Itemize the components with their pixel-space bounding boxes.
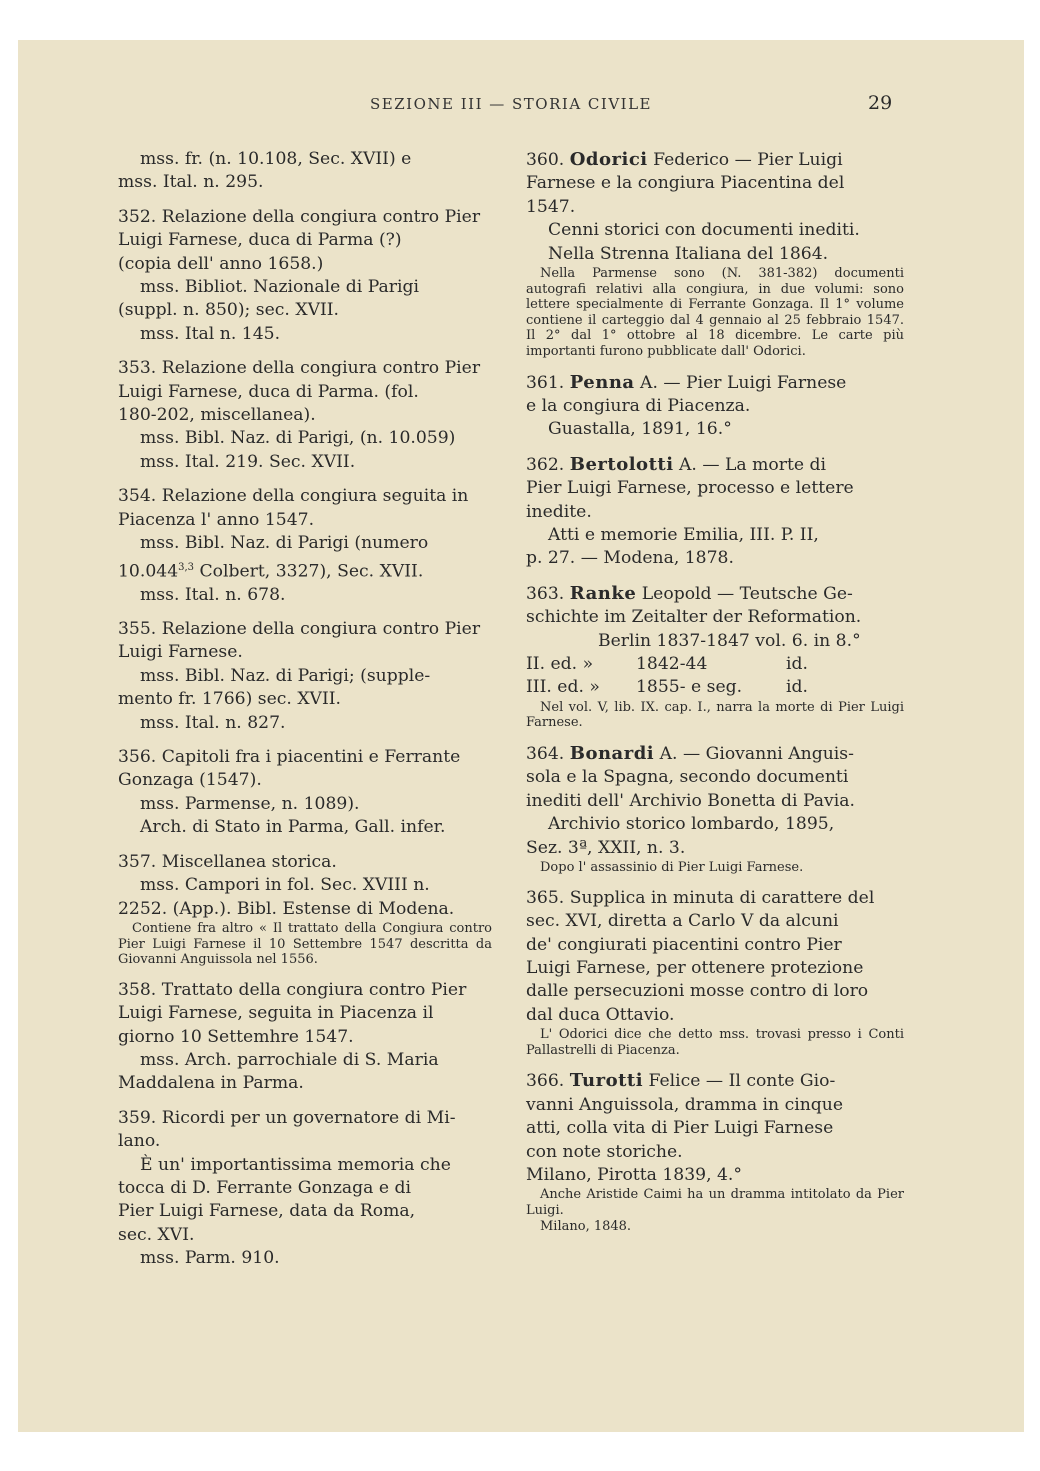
entry-357: 357. Miscellanea storica. mss. Campori in fol. Sec. XVIII n. 2252. (App.). Bibl. Estense di Modena. Contiene fra altro « Il trattato della Congiura contro Pier Luigi Farnese il 10 Settembre 1547 descritta da Giovanni Anguissola nel 1556. [118,851,492,968]
right-column [526,148,904,1245]
entry-continuation: mss. fr. (n. 10.108, Sec. XVII) e mss. Ital. n. 295. [118,149,412,193]
entry-number: 356. [118,747,157,768]
author-name: Ranke [569,582,637,604]
entry-366: 366. Turotti Felice — Il conte Gio- vanni Anguissola, dramma in cinque atti, colla vita di Pier Luigi Farnese con note storiche. Milano, Pirotta 1839, 4.° Anche Aristide Caimi ha un dramma intitolato da Pier Luigi. Milano, 1848. [526,1070,904,1234]
entry-355: 355. Relazione della congiura contro Pier Luigi Farnese. mss. Bibl. Naz. di Parigi; (supple- mento fr. 1766) sec. XVII. mss. Ital. n. 827. [118,619,481,733]
footnote: Contiene fra altro « Il trattato della Congiura contro Pier Luigi Farnese il 10 Settembre 1547 descritta da Giovanni Anguissola nel 1556. [118,920,492,968]
author-name: Penna [569,371,635,393]
entry-359: 359. Ricordi per un governatore di Mi- lano. È un' importantissima memoria che tocca di D. Ferrante Gonzaga e di Pier Luigi Farnese, data da Roma, sec. XVI. mss. Parm. 910. [118,1107,456,1269]
author-name: Bertolotti [569,453,674,475]
entry-365: 365. Supplica in minuta di carattere del sec. XVI, diretta a Carlo V da alcuni de' congiurati piacentini contro Pier Luigi Farnese, per ottenere protezione dalle persecuzioni mosse contro di loro dal duca Ottavio. L' Odorici dice che detto mss. trovasi presso i Conti Pallastrelli di Piacenza. [526,887,904,1058]
author-name: Turotti [569,1070,644,1092]
entry-number: 362. [526,454,565,475]
entry-363: 363. Ranke Leopold — Teutsche Ge- schichte im Zeitalter der Reformation. Berlin 1837-1847 vol. 6. in 8.° II. ed. » 1842-44 id. III. ed. » 1855- e seg. id. Nel vol. V, lib. IX. cap. I., narra la morte di Pier Luigi Farnese. [526,582,904,731]
footnote: Anche Aristide Caimi ha un dramma intitolato da Pier Luigi. [526,1187,904,1218]
footnote: Nel vol. V, lib. IX. cap. I., narra la morte di Pier Luigi Farnese. [526,699,904,731]
edition-row: II. ed. » 1842-44 id. [526,654,808,675]
edition-row: III. ed. » 1855- e seg. id. [526,677,808,698]
page-number: 29 [868,92,893,114]
entry-number: 354. [118,486,157,507]
entry-number: 363. [526,583,565,604]
book-page [18,40,1024,1432]
entry-353: 353. Relazione della congiura contro Pier Luigi Farnese, duca di Parma. (fol. 180-202, miscellanea). mss. Bibl. Naz. di Parigi, (n. 10.059) mss. Ital. 219. Sec. XVII. [118,358,481,472]
entry-360: 360. Odorici Federico — Pier Luigi Farnese e la congiura Piacentina del 1547. Cenni storici con documenti inediti. Nella Strenna Italiana del 1864. Nella Parmense sono (N. 381-382) documenti autografi relativi alla congiura, in due volumi: sono lettere specialmente di Ferrante Gonzaga. Il 1° volume contiene il carteggio dal 4 gennaio al 25 febbraio 1547. Il 2° dal 1° ottobre al 18 dicembre. Le carte più importanti furono pubblicate dall' Odorici. [526,149,904,359]
entry-number: 352. [118,206,157,227]
author-name: Bonardi [569,743,655,765]
entry-364: 364. Bonardi A. — Giovanni Anguis- sola e la Spagna, secondo documenti inediti dell' Archivio Bonetta di Pavia. Archivio storico lombardo, 1895, Sez. 3ª, XXII, n. 3. Dopo l' assassinio di Pier Luigi Farnese. [526,742,904,876]
footnote: L' Odorici dice che detto mss. trovasi presso i Conti Pallastrelli di Piacenza. [526,1027,904,1058]
entry-number: 355. [118,619,157,640]
entry-number: 361. [526,372,565,393]
entry-356: 356. Capitoli fra i piacentini e Ferrante Gonzaga (1547). mss. Parmense, n. 1089). Arch. di Stato in Parma, Gall. infer. [118,747,461,838]
entry-number: 364. [526,744,565,765]
footnote: Dopo l' assassinio di Pier Luigi Farnese. [540,860,804,876]
entry-358: 358. Trattato della congiura contro Pier Luigi Farnese, seguita in Piacenza il giorno 10 Settemhre 1547. mss. Arch. parrochiale di S. Maria Maddalena in Parma. [118,979,467,1094]
entry-number: 359. [118,1107,157,1128]
author-name: Odorici [569,149,648,170]
entry-352: 352. Relazione della congiura contro Pier Luigi Farnese, duca di Parma (?) (copia dell' anno 1658.) mss. Bibliot. Nazionale di Parigi (suppl. n. 850); sec. XVII. mss. Ital n. 145. [118,206,481,344]
footnote: Nella Parmense sono (N. 381-382) documenti autografi relativi alla congiura, in due volumi: sono lettere specialmente di Ferrante Gonzaga. Il 1° volume contiene il carteggio dal 4 gennaio al 25 febbraio 1547. Il 2° dal 1° ottobre al 18 dicembre. Le carte più importanti furono pubblicate dall' Odorici. [526,266,904,359]
entry-354: 354. Relazione della congiura seguita in Piacenza l' anno 1547. mss. Bibl. Naz. di Parigi (numero 10.044$^{3,3}$ Colbert, 3327), Sec. XVII. mss. Ital. n. 678. [118,486,469,605]
footnote: Milano, 1848. [540,1218,632,1234]
entry-361: 361. Penna A. — Pier Luigi Farnese e la congiura di Piacenza. Guastalla, 1891, 16.° [526,371,847,440]
entry-number: 366. [526,1071,565,1092]
entry-number: 360. [526,150,565,170]
entry-number: 358. [118,979,157,1000]
entry-number: 353. [118,358,157,379]
running-header: SEZIONE III — STORIA CIVILE [370,95,652,113]
left-column [118,148,492,1282]
entry-number: 357. [118,851,157,872]
entry-362: 362. Bertolotti A. — La morte di Pier Luigi Farnese, processo e lettere inedite. Atti e memorie Emilia, III. P. II, p. 27. — Modena, 1878. [526,453,854,569]
entry-number: 365. [526,887,565,908]
